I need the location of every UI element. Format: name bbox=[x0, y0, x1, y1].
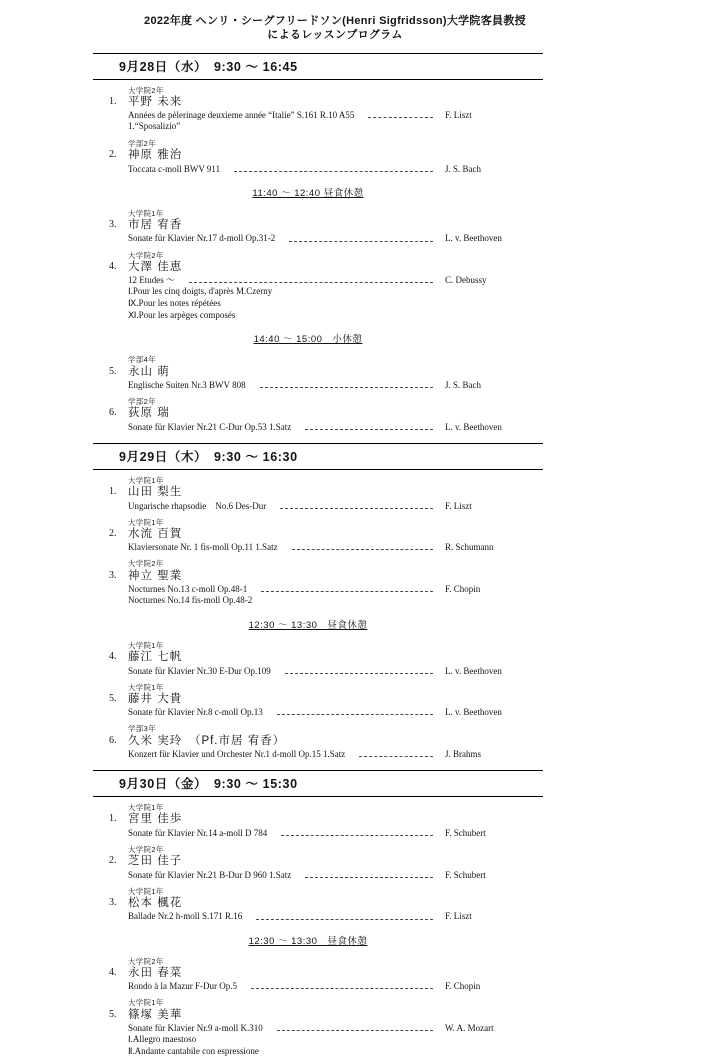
lesson-entry bbox=[109, 140, 543, 175]
break-label: 12:30 ～ 13:30 昼食休憩 bbox=[248, 935, 368, 947]
student-year: 大学院1年 bbox=[128, 803, 164, 813]
day-section bbox=[93, 443, 543, 760]
composer-name: F. Liszt bbox=[445, 110, 472, 121]
student-year: 大学院1年 bbox=[128, 998, 164, 1008]
dash-leader bbox=[261, 591, 433, 592]
lesson-number: 3. bbox=[109, 897, 117, 908]
piece-title: Toccata c-moll BWV 911 bbox=[128, 163, 221, 174]
dash-leader bbox=[305, 877, 433, 878]
composer-name: F. Liszt bbox=[445, 500, 472, 511]
piece-subline: Ⅰ.Allegro maestoso bbox=[128, 1034, 197, 1045]
student-name: 松本 楓花 bbox=[128, 897, 183, 909]
composer-name: W. A. Mozart bbox=[445, 1022, 494, 1033]
lesson-number: 2. bbox=[109, 855, 117, 867]
lesson-number: 2. bbox=[109, 527, 117, 539]
composer-name: J. S. Bach bbox=[445, 380, 481, 391]
day-items bbox=[93, 87, 543, 433]
title-line-1: 2022年度 ヘンリ・シーグフリードソン(Henri Sigfridsson)大学院客員教授 bbox=[144, 15, 526, 27]
student-name: 藤井 大貴 bbox=[128, 692, 183, 705]
student-year: 学部2年 bbox=[128, 397, 156, 407]
composer-name: C. Debussy bbox=[445, 275, 487, 286]
piece-title: Sonate für Klavier Nr.21 C-Dur Op.53 1.Satz bbox=[128, 421, 292, 432]
piece-title: Sonate für Klavier Nr.8 c-moll Op.13 bbox=[128, 707, 263, 718]
lesson-number: 5. bbox=[109, 365, 117, 377]
student-name: 市居 宥香 bbox=[128, 219, 183, 232]
dash-leader bbox=[289, 241, 433, 242]
student-name: 山田 梨生 bbox=[128, 486, 183, 499]
composer-name: F. Liszt bbox=[445, 911, 472, 922]
student-year: 学部2年 bbox=[128, 139, 156, 149]
student-year: 大学院2年 bbox=[128, 85, 164, 95]
piece-subline: 1.“Sposalizio” bbox=[128, 121, 181, 132]
piece-title: Sonate für Klavier Nr.21 B-Dur D 960 1.Satz bbox=[128, 869, 292, 880]
composer-name: L. v. Beethoven bbox=[445, 707, 502, 718]
dash-leader bbox=[359, 756, 433, 757]
composer-name: R. Schumann bbox=[445, 542, 494, 553]
student-year: 学部3年 bbox=[128, 724, 156, 734]
lesson-entry bbox=[109, 356, 543, 391]
student-year: 大学院2年 bbox=[128, 844, 164, 854]
lesson-entry bbox=[109, 560, 543, 606]
day-header: 9月28日（水） 9:30 ～ 16:45 bbox=[93, 53, 543, 80]
lesson-number: 6. bbox=[109, 734, 117, 746]
page-title bbox=[127, 14, 543, 43]
composer-name: J. Brahms bbox=[445, 749, 481, 760]
dash-leader bbox=[292, 549, 433, 550]
lesson-entry bbox=[109, 804, 543, 839]
lesson-entry bbox=[109, 210, 543, 245]
student-name: 久米 実玲 （Pf.市居 宥香） bbox=[128, 734, 286, 747]
piece-subline: Nocturnes No.14 fis-moll Op.48-2 bbox=[128, 595, 253, 606]
dash-leader bbox=[285, 673, 433, 674]
break-label: 12:30 ～ 13:30 昼食休憩 bbox=[248, 619, 368, 631]
piece-title: Sonate für Klavier Nr.9 a-moll K.310 bbox=[128, 1022, 263, 1033]
composer-name: F. Chopin bbox=[445, 584, 481, 595]
student-name: 篠塚 美華 bbox=[128, 1008, 183, 1021]
dash-leader bbox=[277, 1030, 433, 1031]
piece-title: Années de pèlerinage deuxieme année “Italie” S.161 R.10 A55 bbox=[128, 110, 355, 121]
lesson-entry bbox=[109, 725, 543, 760]
student-year: 大学院1年 bbox=[128, 208, 164, 218]
student-year: 大学院2年 bbox=[128, 250, 164, 260]
student-year: 大学院1年 bbox=[128, 682, 164, 692]
student-name: 神立 聖業 bbox=[128, 569, 183, 582]
day-items bbox=[93, 477, 543, 760]
lesson-number: 1. bbox=[109, 486, 117, 498]
lesson-entry bbox=[109, 888, 543, 923]
lesson-entry bbox=[109, 999, 543, 1057]
lesson-number: 5. bbox=[109, 692, 117, 704]
student-name: 大澤 佳恵 bbox=[128, 260, 183, 273]
lesson-entry bbox=[109, 846, 543, 881]
break-label: 11:40 ～ 12:40 昼食休憩 bbox=[252, 187, 364, 199]
program-content bbox=[93, 0, 543, 1062]
student-name: 永田 春菜 bbox=[128, 966, 183, 979]
lesson-number: 3. bbox=[109, 569, 117, 581]
day-header: 9月30日（金） 9:30 ～ 15:30 bbox=[93, 770, 543, 797]
lesson-entry bbox=[109, 252, 543, 322]
break-label: 14:40 ～ 15:00 小休憩 bbox=[253, 334, 363, 346]
student-name: 水流 百賀 bbox=[128, 527, 183, 540]
piece-title: Rondo à la Mazur F-Dur Op.5 bbox=[128, 981, 237, 992]
lesson-number: 3. bbox=[109, 219, 117, 231]
student-name: 平野 未来 bbox=[128, 95, 183, 108]
student-year: 大学院1年 bbox=[128, 640, 164, 650]
piece-title: Ungarische rhapsodie No.6 Des-Dur bbox=[128, 500, 267, 511]
composer-name: F. Schubert bbox=[445, 827, 486, 838]
piece-title: Englische Suiten Nr.3 BWV 808 bbox=[128, 380, 246, 391]
lesson-number: 1. bbox=[109, 813, 117, 825]
student-name: 荻原 瑞 bbox=[128, 407, 170, 420]
lesson-number: 5. bbox=[109, 1008, 117, 1020]
student-year: 大学院1年 bbox=[128, 886, 164, 896]
student-year: 学部4年 bbox=[128, 355, 156, 365]
dash-leader bbox=[368, 117, 433, 118]
piece-title: Nocturnes No.13 c-moll Op.48-1 bbox=[128, 584, 248, 595]
lesson-entry bbox=[109, 398, 543, 433]
piece-title: 12 Etudes ～ bbox=[128, 275, 175, 286]
dash-leader bbox=[277, 714, 433, 715]
student-name: 芝田 佳子 bbox=[128, 855, 183, 868]
piece-title: Sonate für Klavier Nr.30 E-Dur Op.109 bbox=[128, 665, 271, 676]
day-section bbox=[93, 770, 543, 1057]
student-name: 藤江 七帆 bbox=[128, 651, 183, 664]
composer-name: J. S. Bach bbox=[445, 163, 481, 174]
lesson-number: 4. bbox=[109, 260, 117, 272]
lesson-entry bbox=[109, 477, 543, 512]
title-line-2: によるレッスンプログラム bbox=[267, 29, 403, 42]
piece-subline: Ⅰ.Pour les cinq doigts, d'après M.Czerny bbox=[128, 286, 273, 297]
student-name: 宮里 佳歩 bbox=[128, 813, 183, 826]
dash-leader bbox=[251, 988, 433, 989]
piece-title: Sonate für Klavier Nr.14 a-moll D 784 bbox=[128, 827, 268, 838]
dash-leader bbox=[305, 429, 433, 430]
student-year: 大学院1年 bbox=[128, 517, 164, 527]
lesson-entry bbox=[109, 958, 543, 993]
student-year: 大学院1年 bbox=[128, 475, 164, 485]
lesson-entry bbox=[109, 519, 543, 554]
composer-name: F. Chopin bbox=[445, 981, 481, 992]
day-header: 9月29日（木） 9:30 ～ 16:30 bbox=[93, 443, 543, 470]
days bbox=[93, 53, 543, 1058]
piece-title: Klaviersonate Nr. 1 fis-moll Op.11 1.Satz bbox=[128, 542, 278, 553]
dash-leader bbox=[256, 919, 433, 920]
lesson-number: 6. bbox=[109, 407, 117, 419]
piece-title: Sonate für Klavier Nr.17 d-moll Op.31-2 bbox=[128, 233, 276, 244]
composer-name: L. v. Beethoven bbox=[445, 421, 502, 432]
composer-name: L. v. Beethoven bbox=[445, 233, 502, 244]
lesson-entry bbox=[109, 87, 543, 133]
piece-title: Konzert für Klavier und Orchester Nr.1 d-moll Op.15 1.Satz bbox=[128, 749, 346, 760]
day-section bbox=[93, 53, 543, 433]
dash-leader bbox=[189, 282, 433, 283]
composer-name: L. v. Beethoven bbox=[445, 665, 502, 676]
lesson-number: 4. bbox=[109, 966, 117, 978]
dash-leader bbox=[281, 835, 433, 836]
lesson-number: 2. bbox=[109, 149, 117, 161]
piece-subline: Ⅱ.Andante cantabile con espressione bbox=[128, 1045, 259, 1056]
lesson-entry bbox=[109, 684, 543, 719]
student-name: 神原 雅治 bbox=[128, 149, 183, 162]
lesson-number: 4. bbox=[109, 651, 117, 663]
day-items bbox=[93, 804, 543, 1057]
piece-title: Ballade Nr.2 h-moll S.171 R.16 bbox=[128, 911, 243, 922]
lesson-entry bbox=[109, 642, 543, 677]
student-year: 大学院2年 bbox=[128, 956, 164, 966]
dash-leader bbox=[260, 387, 433, 388]
dash-leader bbox=[280, 508, 433, 509]
lesson-number: 1. bbox=[109, 95, 117, 107]
piece-subline: Ⅸ.Pour les notes répétées bbox=[128, 298, 221, 309]
composer-name: F. Schubert bbox=[445, 869, 486, 880]
piece-subline: Ⅺ.Pour les arpèges composés bbox=[128, 309, 236, 320]
student-name: 永山 萌 bbox=[128, 365, 170, 378]
student-year: 大学院2年 bbox=[128, 559, 164, 569]
dash-leader bbox=[234, 171, 433, 172]
